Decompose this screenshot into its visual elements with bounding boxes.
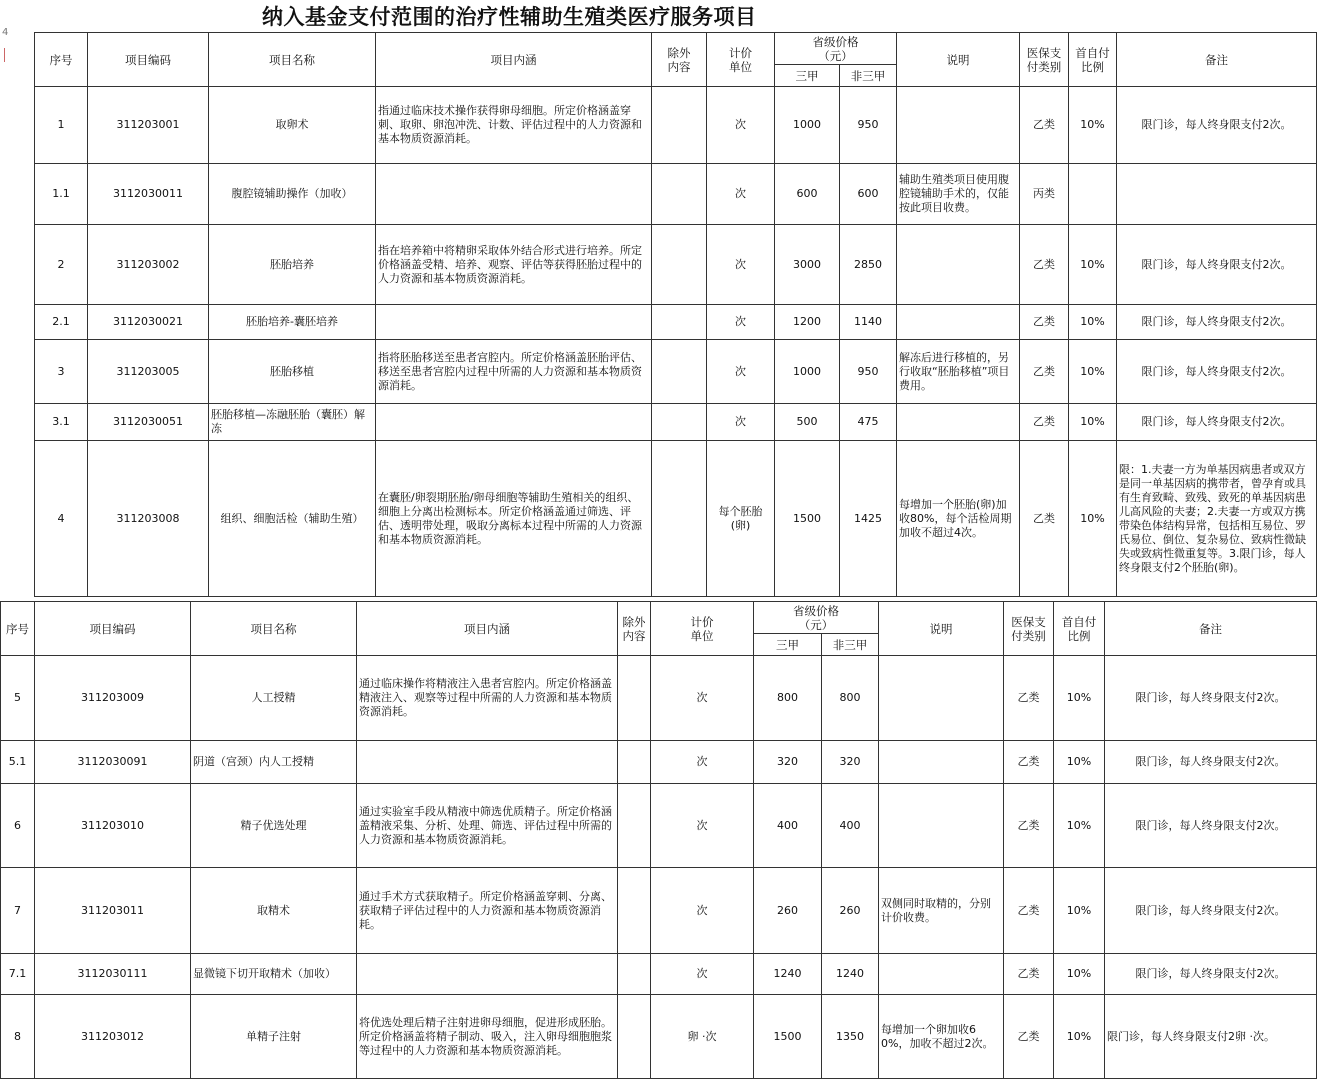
cell-remark: 限门诊，每人终身限支付2次。: [1117, 404, 1317, 441]
cell-code: 3112030051: [88, 404, 209, 441]
cell-price-b: 950: [840, 340, 897, 404]
cell-content: [376, 164, 652, 225]
cell-content: 通过实验室手段从精液中筛选优质精子。所定价格涵盖精液采集、分析、处理、筛选、评估过程中所需的人力资源和基本物质资源消耗。: [357, 784, 618, 868]
cell-price-a: 600: [775, 164, 840, 225]
cell-note: 解冻后进行移植的，另行收取“胚胎移植”项目费用。: [897, 340, 1020, 404]
cell-ratio: 10%: [1069, 340, 1117, 404]
cell-content: 指在培养箱中将精卵采取体外结合形式进行培养。所定价格涵盖受精、培养、观察、评估等获得胚胎过程中的人力资源和基本物质资源消耗。: [376, 225, 652, 305]
cell-seq: 4: [35, 441, 88, 597]
cell-seq: 5.1: [1, 741, 35, 784]
cell-seq: 7.1: [1, 954, 35, 995]
cell-seq: 5: [1, 656, 35, 741]
cell-unit: 次: [707, 164, 775, 225]
cell-excluded: [652, 404, 707, 441]
cell-remark: 限门诊，每人终身限支付2次。: [1105, 741, 1317, 784]
cell-unit: 次: [651, 784, 754, 868]
header-seq: 序号: [1, 602, 35, 656]
cell-insurance: 乙类: [1020, 441, 1069, 597]
cell-code: 3112030011: [88, 164, 209, 225]
cell-content: [376, 404, 652, 441]
cell-content: 通过手术方式获取精子。所定价格涵盖穿刺、分离、获取精子评估过程中的人力资源和基本物质资源消耗。: [357, 868, 618, 954]
header-price-a: 三甲: [754, 634, 822, 656]
header-insurance-line1: 医保支: [1011, 614, 1046, 629]
cell-ratio: 10%: [1069, 225, 1117, 305]
cell-price-b: 400: [822, 784, 879, 868]
cell-unit: 次: [651, 741, 754, 784]
cell-note: [879, 784, 1004, 868]
cell-note: 辅助生殖类项目使用腹腔镜辅助手术的，仅能按此项目收费。: [897, 164, 1020, 225]
header-excluded-line2: 内容: [667, 59, 691, 74]
cell-unit: 次: [707, 305, 775, 340]
cell-ratio: 10%: [1069, 404, 1117, 441]
cell-excluded: [618, 784, 651, 868]
cell-note: [897, 87, 1020, 164]
cell-unit: 次: [651, 954, 754, 995]
header-price-b: 非三甲: [840, 65, 897, 87]
cell-ratio: 10%: [1054, 954, 1105, 995]
header-ratio-line1: 首自付: [1075, 45, 1110, 60]
header-content: 项目内涵: [357, 602, 618, 656]
header-insurance-line2: 付类别: [1011, 628, 1046, 643]
cell-price-a: 500: [775, 404, 840, 441]
cell-content: 将优选处理后精子注射进卵母细胞，促进形成胚胎。所定价格涵盖将精子制动、吸入，注入卵母细胞胞浆等过程中的人力资源和基本物质资源消耗。: [357, 995, 618, 1079]
cell-excluded: [618, 656, 651, 741]
cell-remark: 限门诊，每人终身限支付2卵 ·次。: [1105, 995, 1317, 1079]
cell-name: 显微镜下切开取精术（加收）: [191, 954, 357, 995]
cell-code: 3112030091: [35, 741, 191, 784]
cell-excluded: [618, 868, 651, 954]
table-row: [1, 868, 1317, 954]
table-row: [1, 741, 1317, 784]
cell-name: 胚胎培养-囊胚培养: [209, 305, 376, 340]
cell-price-a: 260: [754, 868, 822, 954]
cell-insurance: 乙类: [1004, 784, 1054, 868]
header-excluded-line2: 内容: [622, 628, 646, 643]
cell-price-a: 1000: [775, 87, 840, 164]
cell-note: 每增加一个卵加收60%，加收不超过2次。: [879, 995, 1004, 1079]
cell-remark: 限门诊，每人终身限支付2次。: [1105, 656, 1317, 741]
cell-ratio: 10%: [1069, 305, 1117, 340]
cell-seq: 6: [1, 784, 35, 868]
table-row: [1, 656, 1317, 741]
cell-remark: 限门诊，每人终身限支付2次。: [1117, 305, 1317, 340]
cell-code: 311203011: [35, 868, 191, 954]
cell-excluded: [618, 741, 651, 784]
side-page-mark: 4: [2, 27, 9, 38]
table-row: [35, 164, 1317, 225]
cell-name: 取卵术: [209, 87, 376, 164]
cell-code: 3112030021: [88, 305, 209, 340]
table-row: [35, 340, 1317, 404]
cell-content: 指通过临床技术操作获得卵母细胞。所定价格涵盖穿刺、取卵、卵泡冲洗、计数、评估过程中的人力资源和基本物质资源消耗。: [376, 87, 652, 164]
header-content: 项目内涵: [376, 33, 652, 87]
header-ratio-line2: 比例: [1067, 628, 1091, 643]
header-ratio-line1: 首自付: [1061, 614, 1097, 629]
service-table-part-2: [0, 601, 1317, 1079]
header-price-b: 非三甲: [822, 634, 879, 656]
header-remark: 备注: [1105, 602, 1317, 656]
cell-code: 311203009: [35, 656, 191, 741]
cell-insurance: 乙类: [1020, 225, 1069, 305]
cell-note: [897, 305, 1020, 340]
cell-insurance: 乙类: [1004, 954, 1054, 995]
cell-content: [357, 741, 618, 784]
cell-price-b: 1140: [840, 305, 897, 340]
cell-remark: 限门诊，每人终身限支付2次。: [1117, 225, 1317, 305]
table-row: [1, 784, 1317, 868]
cell-remark: 限门诊，每人终身限支付2次。: [1105, 954, 1317, 995]
header-price-line1: 省级价格: [793, 603, 839, 618]
cell-remark: 限门诊，每人终身限支付2次。: [1117, 87, 1317, 164]
cell-seq: 2: [35, 225, 88, 305]
table-row: [35, 87, 1317, 164]
cell-remark: 限门诊，每人终身限支付2次。: [1105, 784, 1317, 868]
cell-seq: 8: [1, 995, 35, 1079]
cell-price-b: 950: [840, 87, 897, 164]
cell-unit: 次: [707, 87, 775, 164]
header-insurance-line2: 付类别: [1026, 59, 1062, 74]
cell-code: 311203010: [35, 784, 191, 868]
cell-name: 腹腔镜辅助操作（加收）: [209, 164, 376, 225]
cell-insurance: 乙类: [1004, 741, 1054, 784]
cell-price-b: 600: [840, 164, 897, 225]
cell-price-a: 800: [754, 656, 822, 741]
cell-ratio: 10%: [1054, 656, 1105, 741]
cell-code: 311203008: [88, 441, 209, 597]
header-price-line1: 省级价格: [812, 34, 859, 49]
cell-excluded: [652, 164, 707, 225]
cell-name: 胚胎移植—冻融胚胎（囊胚）解冻: [209, 404, 376, 441]
cell-excluded: [652, 87, 707, 164]
cell-name: 取精术: [191, 868, 357, 954]
cell-remark: 限门诊，每人终身限支付2次。: [1117, 340, 1317, 404]
cell-unit: 次: [707, 340, 775, 404]
header-unit-line2: 单位: [729, 59, 752, 74]
cell-price-b: 320: [822, 741, 879, 784]
cell-note: [897, 404, 1020, 441]
cell-seq: 7: [1, 868, 35, 954]
cell-price-b: 475: [840, 404, 897, 441]
header-note: 说明: [897, 33, 1020, 87]
cell-insurance: 乙类: [1020, 404, 1069, 441]
header-excluded: [652, 33, 707, 87]
cell-excluded: [618, 995, 651, 1079]
cell-name: 人工授精: [191, 656, 357, 741]
cell-insurance: 乙类: [1004, 656, 1054, 741]
cell-insurance: 乙类: [1020, 87, 1069, 164]
cell-unit: 次: [707, 404, 775, 441]
cell-excluded: [652, 441, 707, 597]
cell-excluded: [652, 340, 707, 404]
header-ratio-line2: 比例: [1081, 59, 1104, 74]
cell-price-b: 260: [822, 868, 879, 954]
cell-unit: 次: [651, 868, 754, 954]
table-row: [35, 225, 1317, 305]
cell-unit: 次: [651, 656, 754, 741]
page-title: 纳入基金支付范围的治疗性辅助生殖类医疗服务项目: [262, 4, 757, 29]
cell-price-a: 1500: [775, 441, 840, 597]
header-excluded-line1: 除外: [667, 45, 691, 60]
header-name: 项目名称: [191, 602, 357, 656]
cell-name: 组织、细胞活检（辅助生殖）: [209, 441, 376, 597]
cell-price-a: 320: [754, 741, 822, 784]
cell-content: [357, 954, 618, 995]
cell-insurance: 乙类: [1020, 305, 1069, 340]
cell-price-b: 1425: [840, 441, 897, 597]
header-price-line2: （元）: [818, 48, 853, 63]
cell-name: 阴道（宫颈）内人工授精: [191, 741, 357, 784]
cell-price-a: 400: [754, 784, 822, 868]
cell-code: 311203001: [88, 87, 209, 164]
cell-note: [879, 656, 1004, 741]
cell-excluded: [618, 954, 651, 995]
cell-remark: [1117, 164, 1317, 225]
header-unit: [707, 33, 775, 87]
header-name: 项目名称: [209, 33, 376, 87]
cell-unit: 每个胚胎(卵): [707, 441, 775, 597]
cell-remark: 限门诊，每人终身限支付2次。: [1105, 868, 1317, 954]
cell-ratio: [1069, 164, 1117, 225]
cell-price-a: 1240: [754, 954, 822, 995]
cell-ratio: 10%: [1054, 995, 1105, 1079]
cell-content: 通过临床操作将精液注入患者宫腔内。所定价格涵盖精液注入、观察等过程中所需的人力资源和基本物质资源消耗。: [357, 656, 618, 741]
header-ratio: [1054, 602, 1105, 656]
header-remark: 备注: [1117, 33, 1317, 87]
cell-price-a: 1000: [775, 340, 840, 404]
header-unit-line1: 计价: [729, 45, 752, 60]
cell-content: 指将胚胎移送至患者宫腔内。所定价格涵盖胚胎评估、移送至患者宫腔内过程中所需的人力资源和基本物质资源消耗。: [376, 340, 652, 404]
cell-insurance: 丙类: [1020, 164, 1069, 225]
cell-code: 3112030111: [35, 954, 191, 995]
cell-ratio: 10%: [1054, 784, 1105, 868]
header-price-group: [775, 33, 897, 65]
table-row: [1, 954, 1317, 995]
cell-unit: 卵 ·次: [651, 995, 754, 1079]
cell-insurance: 乙类: [1004, 995, 1054, 1079]
cell-ratio: 10%: [1069, 441, 1117, 597]
table-row: [35, 441, 1317, 597]
cell-price-a: 1200: [775, 305, 840, 340]
cell-insurance: 乙类: [1020, 340, 1069, 404]
cell-unit: 次: [707, 225, 775, 305]
cell-price-b: 2850: [840, 225, 897, 305]
cell-price-b: 800: [822, 656, 879, 741]
cell-note: [879, 741, 1004, 784]
header-ratio: [1069, 33, 1117, 87]
header-price-group: [754, 602, 879, 634]
cell-price-b: 1240: [822, 954, 879, 995]
cell-name: 胚胎移植: [209, 340, 376, 404]
cell-code: 311203002: [88, 225, 209, 305]
header-excluded-line1: 除外: [622, 614, 646, 629]
cell-content: [376, 305, 652, 340]
cell-note: 每增加一个胚胎(卵)加收80%，每个活检周期加收不超过4次。: [897, 441, 1020, 597]
cell-price-a: 3000: [775, 225, 840, 305]
cell-note: [879, 954, 1004, 995]
header-unit: [651, 602, 754, 656]
header-code: 项目编码: [35, 602, 191, 656]
cell-price-a: 1500: [754, 995, 822, 1079]
cell-excluded: [652, 225, 707, 305]
cell-ratio: 10%: [1054, 868, 1105, 954]
side-mark-line: [4, 48, 11, 62]
cell-seq: 1: [35, 87, 88, 164]
cell-ratio: 10%: [1069, 87, 1117, 164]
header-excluded: [618, 602, 651, 656]
cell-excluded: [652, 305, 707, 340]
header-insurance: [1004, 602, 1054, 656]
header-unit-line2: 单位: [690, 628, 714, 643]
header-price-line2: （元）: [798, 617, 834, 632]
header-insurance-line1: 医保支: [1026, 45, 1062, 60]
cell-seq: 3.1: [35, 404, 88, 441]
header-insurance: [1020, 33, 1069, 87]
cell-note: 双侧同时取精的，分别计价收费。: [879, 868, 1004, 954]
header-note: 说明: [879, 602, 1004, 656]
table-row: [1, 995, 1317, 1079]
cell-seq: 3: [35, 340, 88, 404]
cell-name: 精子优选处理: [191, 784, 357, 868]
header-price-a: 三甲: [775, 65, 840, 87]
service-table-part-1: [34, 32, 1317, 597]
cell-price-b: 1350: [822, 995, 879, 1079]
cell-name: 单精子注射: [191, 995, 357, 1079]
cell-code: 311203012: [35, 995, 191, 1079]
cell-note: [897, 225, 1020, 305]
table-row: [35, 305, 1317, 340]
cell-insurance: 乙类: [1004, 868, 1054, 954]
cell-remark: 限：1.夫妻一方为单基因病患者或双方是同一单基因病的携带者，曾孕育或具有生育致畸、致残、致死的单基因病患儿高风险的夫妻；2.夫妻一方或双方携带染色体结构异常，包括相互易位、罗氏易位、倒位、复杂易位、致病性微缺失或致病性微重复等。3.限门诊，每人终身限支付2个胚胎(卵)。: [1117, 441, 1317, 597]
cell-ratio: 10%: [1054, 741, 1105, 784]
cell-code: 311203005: [88, 340, 209, 404]
table-row: [35, 404, 1317, 441]
cell-seq: 1.1: [35, 164, 88, 225]
header-unit-line1: 计价: [690, 614, 714, 629]
header-code: 项目编码: [88, 33, 209, 87]
header-seq: 序号: [35, 33, 88, 87]
cell-name: 胚胎培养: [209, 225, 376, 305]
cell-content: 在囊胚/卵裂期胚胎/卵母细胞等辅助生殖相关的组织、细胞上分离出检测标本。所定价格涵盖通过筛选、评估、透明带处理，吸取分离标本过程中所需的人力资源和基本物质资源消耗。: [376, 441, 652, 597]
cell-seq: 2.1: [35, 305, 88, 340]
